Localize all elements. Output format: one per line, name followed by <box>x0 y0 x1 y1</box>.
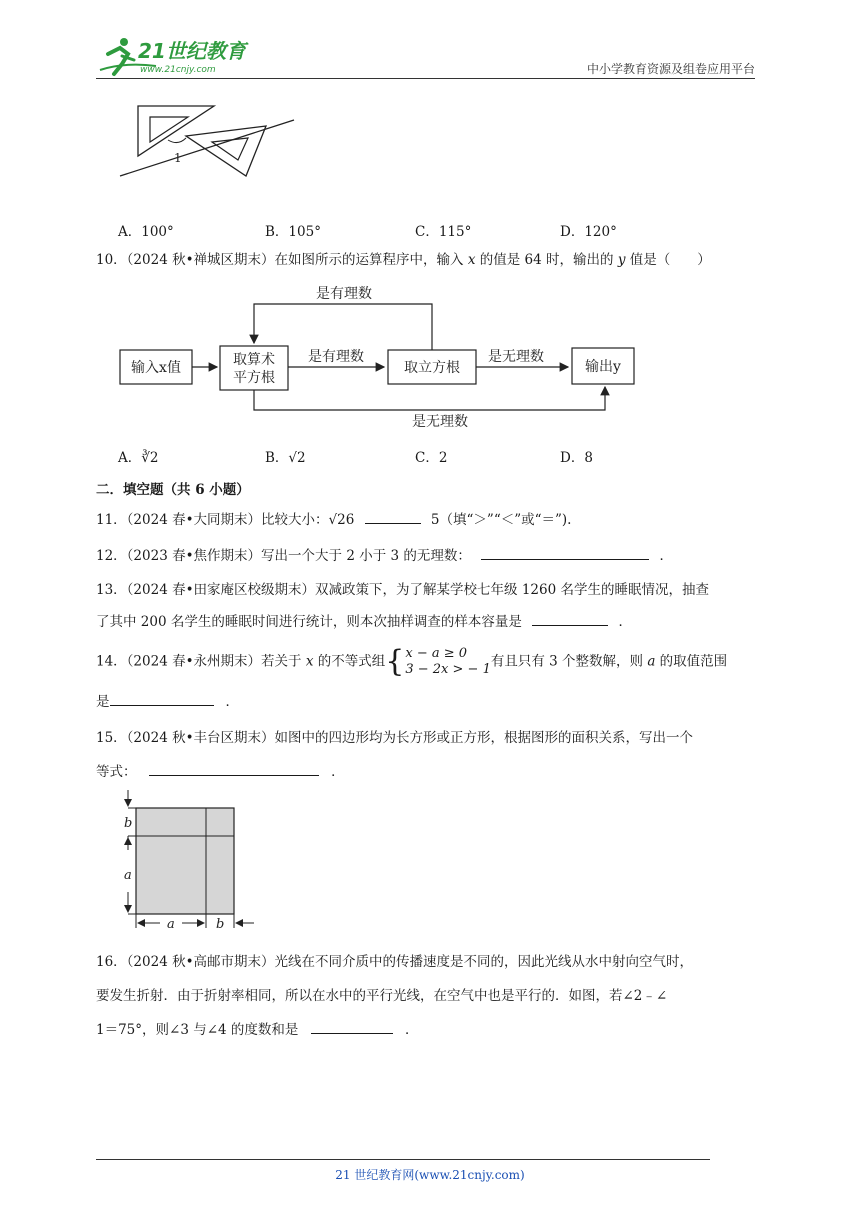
q11-text-pre: 11．（2024 春•大同期末）比较大小：√26 <box>96 512 355 528</box>
q12-text-post: ． <box>659 548 673 564</box>
q10-var-x: x <box>467 252 476 268</box>
q16-line1: 16．（2024 秋•高邮市期末）光线在不同介质中的传播速度是不同的，因此光线从水中射向空气时， <box>96 954 694 970</box>
q14-text-post2: 的取值范围 <box>659 653 728 670</box>
q14-var-x: x <box>305 653 314 670</box>
q11 <box>96 508 760 532</box>
brace-icon: { <box>385 644 405 679</box>
q11-answer-blank[interactable] <box>365 509 421 524</box>
fig-label-a-bottom: a <box>167 917 175 932</box>
q14-text-post1: 有且只有 3 个整数解，则 <box>490 653 644 670</box>
q10-option-b[interactable]: B．√2 <box>265 450 306 466</box>
q15-text-pre: 等式： <box>96 764 137 780</box>
q10-var-y: y <box>617 252 626 268</box>
runner-logo-icon <box>94 34 264 78</box>
q15-text-post: ． <box>331 764 345 780</box>
q16-text-post: ． <box>405 1022 419 1038</box>
q14-answer-blank[interactable] <box>110 691 214 706</box>
q9-option-b[interactable]: B．105° <box>265 224 321 240</box>
flow-output-box: 输出y <box>585 359 621 375</box>
footer-link[interactable]: 21 世纪教育网(www.21cnjy.com) <box>335 1168 525 1182</box>
q10-text-pre: 10．（2024 秋•禅城区期末）在如图所示的运算程序中，输入 <box>96 252 464 268</box>
q14-text-pre: 14．（2024 春•永州期末）若关于 <box>96 653 302 670</box>
q10-flowchart <box>116 280 646 430</box>
flow-label-rational-top: 是有理数 <box>316 286 372 302</box>
q15-line1: 15．（2024 秋•丰台区期末）如图中的四边形均为长方形或正方形，根据图形的面积关系，写出一个 <box>96 730 694 746</box>
q15-line2 <box>96 760 760 784</box>
q14-text-mid: 的不等式组 <box>317 653 386 670</box>
platform-name: 中小学教育资源及组卷应用平台 <box>586 62 755 76</box>
q10-options <box>118 446 593 466</box>
q13-line1: 13．（2024 春•田家庵区校级期末）双减政策下，为了解某学校七年级 1260 名学生的睡眠情况，抽查 <box>96 582 709 598</box>
set-square-figure <box>116 100 296 182</box>
q10-option-d[interactable]: D．8 <box>560 450 593 466</box>
q14-line1 <box>96 646 760 678</box>
header-divider <box>96 78 755 79</box>
logo-url: www.21cnjy.com <box>140 65 216 75</box>
angle-1-label: 1 <box>174 151 182 165</box>
q10-text-mid: 的值是 64 时，输出的 <box>479 252 614 268</box>
q9-option-d[interactable]: D．120° <box>560 224 617 240</box>
q12-text-pre: 12．（2023 春•焦作期末）写出一个大于 2 小于 3 的无理数： <box>96 548 471 564</box>
flow-sqrt-line1: 取算术 <box>233 352 275 368</box>
q13-text-pre: 了其中 200 名学生的睡眠时间进行统计，则本次抽样调查的样本容量是 <box>96 614 522 630</box>
flow-cube-box: 取立方根 <box>404 360 460 376</box>
section-heading: 二．填空题（共 6 小题） <box>96 482 250 498</box>
q13-text-post: ． <box>618 614 632 630</box>
flow-sqrt-line2: 平方根 <box>233 370 275 386</box>
q9-options <box>118 220 617 240</box>
q14-line2 <box>96 690 760 714</box>
logo-text: 21世纪教育 <box>138 39 246 63</box>
q14-var-a: a <box>647 653 656 670</box>
q14-text-end: ． <box>225 694 239 710</box>
flow-label-rational-mid: 是有理数 <box>308 349 364 365</box>
q14-text-pre2: 是 <box>96 694 110 710</box>
q12-answer-blank[interactable] <box>481 545 649 560</box>
q10-option-a[interactable]: A．∛2 <box>118 450 159 466</box>
q10-stem <box>96 248 760 272</box>
inequality-row-1: x − a ≥ 0 <box>405 646 468 661</box>
q11-text-post: 5（填“＞”“＜”或“＝”). <box>430 512 572 528</box>
q15-answer-blank[interactable] <box>149 761 319 776</box>
q15-figure <box>114 784 264 934</box>
q16-line3 <box>96 1018 760 1042</box>
q9-option-a[interactable]: A．100° <box>118 224 174 240</box>
footer-divider <box>96 1159 710 1160</box>
flow-label-irrational-mid: 是无理数 <box>488 349 544 365</box>
q13-line2 <box>96 610 760 634</box>
inequality-system <box>385 646 491 678</box>
fig-label-b-bottom: b <box>216 917 225 932</box>
q13-answer-blank[interactable] <box>532 611 608 626</box>
q16-line2: 要发生折射．由于折射率相同，所以在水中的平行光线，在空气中也是平行的．如图，若∠2﹣∠ <box>96 988 668 1004</box>
q10-text-post: 值是（ ） <box>629 252 711 268</box>
q16-text-pre: 1＝75°，则∠3 与∠4 的度数和是 <box>96 1022 299 1038</box>
site-logo <box>94 34 264 78</box>
flow-input-box: 输入x值 <box>131 360 181 376</box>
fig-label-a-left: a <box>124 868 132 883</box>
flow-label-irrational-bottom: 是无理数 <box>412 414 468 430</box>
q12 <box>96 544 760 568</box>
q9-option-c[interactable]: C．115° <box>415 224 472 240</box>
q10-option-c[interactable]: C．2 <box>415 450 448 466</box>
q16-answer-blank[interactable] <box>311 1019 393 1034</box>
fig-label-b-left: b <box>124 816 133 831</box>
inequality-row-2: 3 − 2x > − 1 <box>405 662 491 677</box>
